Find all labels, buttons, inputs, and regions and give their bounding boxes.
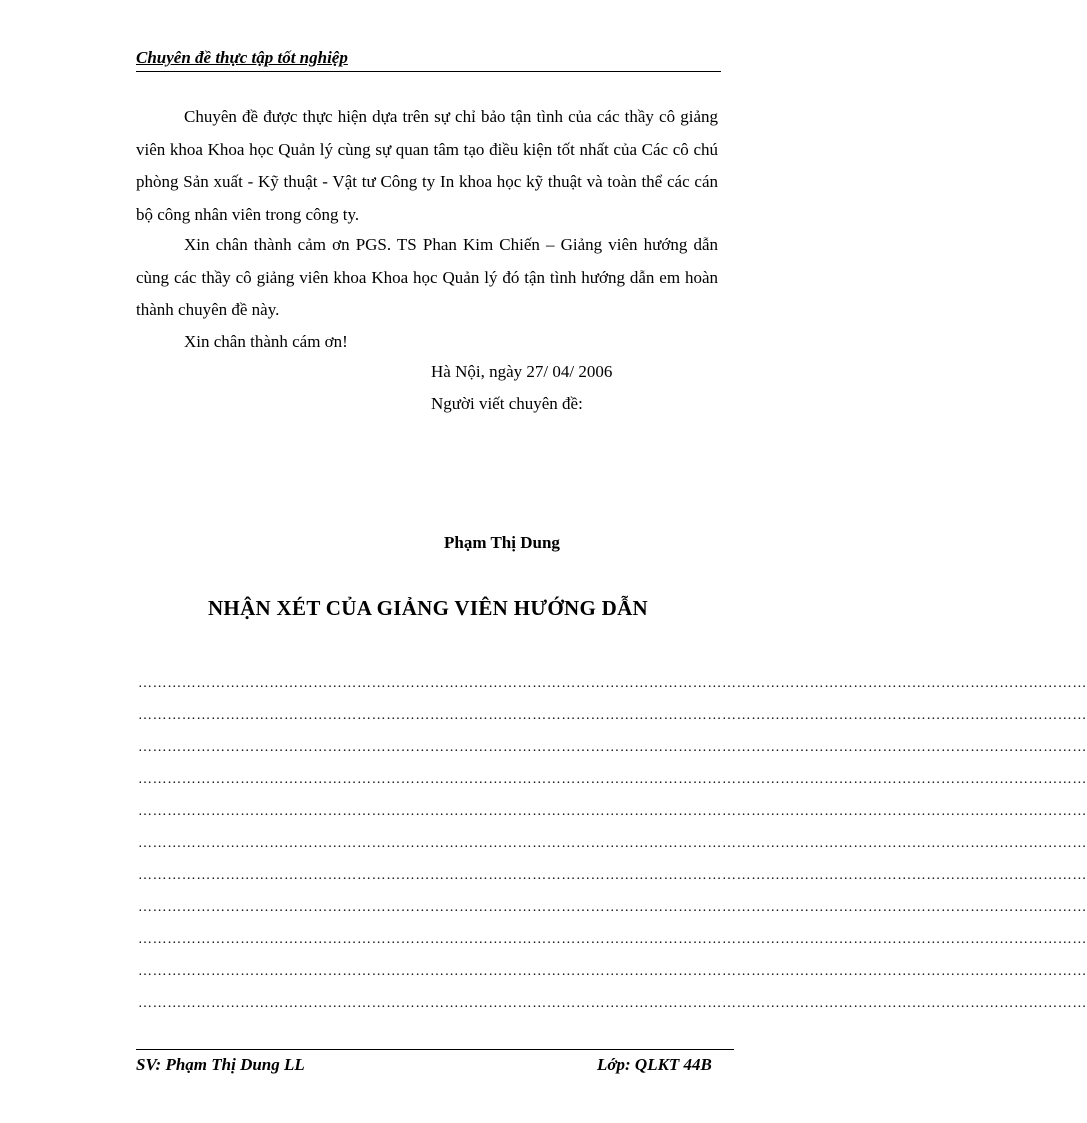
- review-dotted-line: ……………………………………………………………………………………………………………………………………………………………………………: [138, 900, 1087, 915]
- acknowledgement-paragraph-2: Xin chân thành cảm ơn PGS. TS Phan Kim Chiến – Giảng viên hướng dẫn cùng các thầy cô giảng viên khoa Khoa học Quản lý đó tận tình hướng dẫn em hoàn thành chuyên đề này.: [136, 235, 718, 319]
- review-dotted-line: ……………………………………………………………………………………………………………………………………………………………………………: [138, 676, 1087, 691]
- signature-date: Hà Nội, ngày 27/ 04/ 2006: [431, 362, 613, 381]
- review-dotted-line: ……………………………………………………………………………………………………………………………………………………………………………: [138, 708, 1087, 723]
- footer-class: Lớp: QLKT 44B: [597, 1055, 712, 1074]
- review-dotted-line: ……………………………………………………………………………………………………………………………………………………………………………: [138, 964, 1087, 979]
- review-dotted-line: ……………………………………………………………………………………………………………………………………………………………………………: [138, 868, 1087, 883]
- footer-student: SV: Phạm Thị Dung LL: [136, 1055, 305, 1074]
- review-dotted-line: ……………………………………………………………………………………………………………………………………………………………………………: [138, 932, 1087, 947]
- review-dotted-line: ……………………………………………………………………………………………………………………………………………………………………………: [138, 740, 1087, 755]
- signature-role: Người viết chuyên đề:: [431, 394, 583, 413]
- signature-name: Phạm Thị Dung: [444, 533, 560, 552]
- review-dotted-line: ……………………………………………………………………………………………………………………………………………………………………………: [138, 836, 1087, 851]
- acknowledgement-paragraph-1: Chuyên đề được thực hiện dựa trên sự chỉ bảo tận tình của các thầy cô giảng viên khoa Khoa học Quản lý cùng sự quan tâm tạo điều kiện tốt nhất của Các cô chú phòng Sản xuất - Kỹ thuật - Vật tư Công ty In khoa học kỹ thuật và toàn thể các cán bộ công nhân viên trong công ty.: [136, 107, 718, 224]
- header-rule: [136, 71, 721, 72]
- footer-rule: [136, 1049, 734, 1050]
- header-title: Chuyên đề thực tập tốt nghiệp: [136, 48, 348, 67]
- review-dotted-line: ……………………………………………………………………………………………………………………………………………………………………………: [138, 804, 1087, 819]
- review-dotted-line: ……………………………………………………………………………………………………………………………………………………………………………: [138, 996, 1087, 1011]
- review-section-title: NHẬN XÉT CỦA GIẢNG VIÊN HƯỚNG DẪN: [207, 596, 649, 620]
- review-dotted-line: ……………………………………………………………………………………………………………………………………………………………………………: [138, 772, 1087, 787]
- acknowledgement-paragraph-3: Xin chân thành cám ơn!: [184, 332, 348, 351]
